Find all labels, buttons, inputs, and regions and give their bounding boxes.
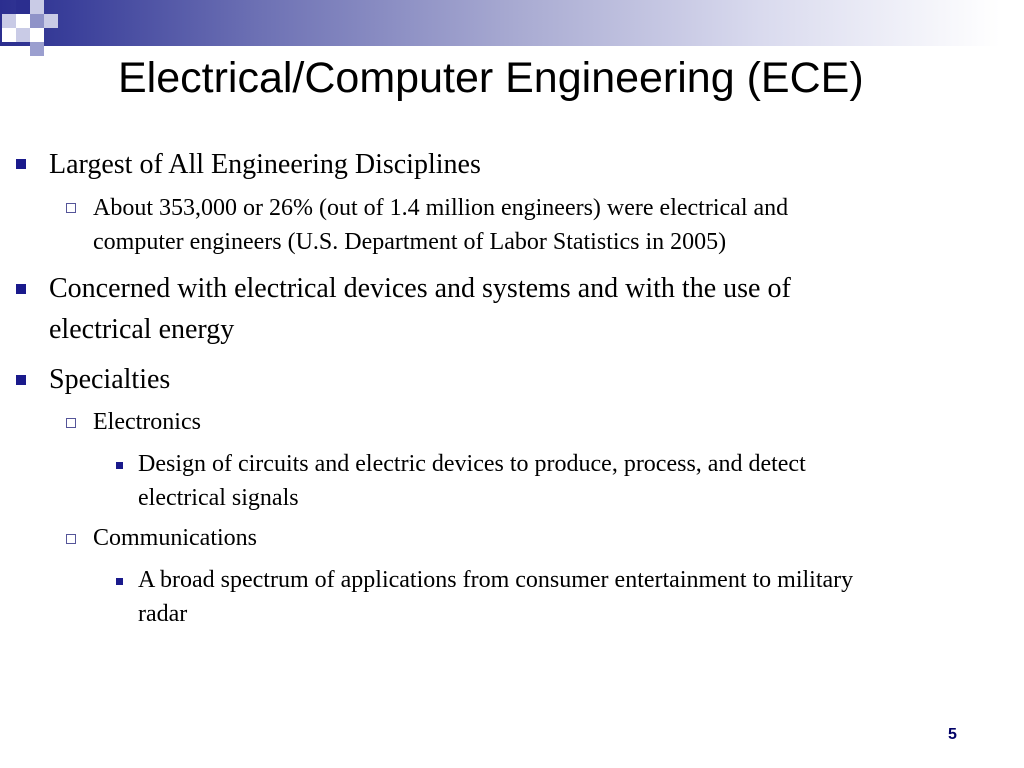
bullet-text-line: electrical energy [49,314,235,345]
page-number: 5 [948,726,957,743]
sub-bullet-text-line: computer engineers (U.S. Department of Labor Statistics in 2005) [93,229,727,255]
bullet-text-line: Concerned with electrical devices and systems and with the use of [49,273,791,304]
slide-title: Electrical/Computer Engineering (ECE) [118,54,864,102]
bullet-text: Specialties [49,364,171,395]
hollow-square-bullet-icon [66,203,76,213]
hollow-square-bullet-icon [66,418,76,428]
square-bullet-icon [16,159,26,169]
square-bullet-icon [16,284,26,294]
sub-sub-bullet-text-line: radar [138,601,188,627]
small-square-bullet-icon [116,462,123,469]
sub-sub-bullet-text-line: electrical signals [138,485,299,511]
sub-bullet-text: Communications [93,525,257,551]
square-bullet-icon [16,375,26,385]
hollow-square-bullet-icon [66,534,76,544]
bullet-text: Largest of All Engineering Disciplines [49,149,481,180]
sub-sub-bullet-text-line: A broad spectrum of applications from consumer entertainment to military [138,567,854,593]
sub-bullet-text-line: About 353,000 or 26% (out of 1.4 million engineers) were electrical and [93,195,789,221]
sub-sub-bullet-text-line: Design of circuits and electric devices to produce, process, and detect [138,451,806,477]
small-square-bullet-icon [116,578,123,585]
sub-bullet-text: Electronics [93,409,201,435]
